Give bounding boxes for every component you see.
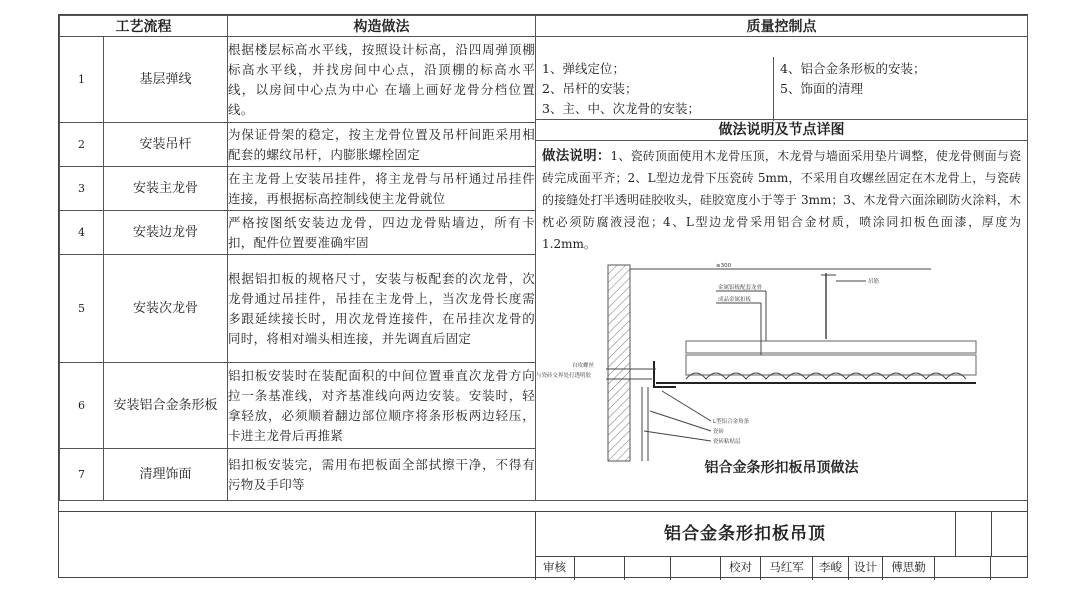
step-name: 安装次龙骨 [104,255,228,363]
blank-cell [671,556,721,580]
signature-row [535,556,1027,580]
row-number: 3 [60,167,104,211]
method-text: 严格按图纸安装边龙骨，四边龙骨贴墙边，所有卡扣，配件位置要准确牢固 [228,211,536,255]
header-method: 构造做法 [228,16,536,37]
quality-item: 3、主、中、次龙骨的安装； [542,100,700,116]
method-text: 为保证骨架的稳定，按主龙骨位置及吊杆间距采用相配套的螺纹吊杆，内膨胀螺栓固定 [228,123,536,167]
label-hanger: 吊筋 [868,278,880,285]
label-screw: 自攻螺丝 [572,362,595,369]
description-label: 做法说明： [542,147,611,164]
blank-cell [935,556,991,580]
quality-item: 5、饰面的清理 [780,80,863,96]
construction-sheet [58,14,1028,578]
description-text: 1、瓷砖顶面使用木龙骨压顶，木龙骨与墙面采用垫片调整，使龙骨侧面与瓷砖完成面平齐；2、L型边龙骨下压瓷砖 5mm，不采用自攻螺丝固定在木龙骨上，与瓷砖的接缝处打半透明硅胶收头，硅胶宽度小于等于 3mm；3、木龙骨六面涂刷防火涂料，木枕必须防腐液浸泡；4、L型边龙骨采用铝合金材质，喷涂同扣板色面漆，厚度为 1.2mm。 [542,148,1022,251]
row-number: 1 [60,37,104,123]
header-process: 工艺流程 [60,16,228,37]
label-edge: L型铝合金角条 [713,418,750,425]
right-panel [536,37,1028,501]
step-name: 安装铝合金条形板 [104,363,228,449]
check-label: 校对 [721,556,761,580]
step-name: 清理饰面 [104,449,228,501]
row-number: 7 [60,449,104,501]
label-panel: 成品金属扣板 [718,296,752,303]
label-tile: 瓷砖 [713,428,725,435]
checker-name: 马红军 [761,556,813,580]
review-label: 审核 [535,556,575,580]
method-text: 在主龙骨上安装吊挂件，将主龙骨与吊杆通过吊挂件连接，再根据标高控制线使主龙骨就位 [228,167,536,211]
review-value [575,556,625,580]
method-text: 铝扣板安装时在装配面积的中间位置垂直次龙骨方向拉一条基准线，对齐基准线向两边安装。安装时，轻拿轻放，必须顺着翻边部位顺序将条形板两边轻压，卡进主龙骨后再推紧 [228,363,536,449]
row-number: 5 [60,255,104,363]
step-name: 安装主龙骨 [104,167,228,211]
blank-cell [955,512,992,557]
process-table [59,15,1028,501]
dim-label: ≥300 [716,262,732,269]
quality-item: 2、吊杆的安装； [542,80,638,96]
header-quality: 质量控制点 [536,16,1028,37]
method-text: 铝扣板安装完，需用布把板面全部拭擦干净，不得有污物及手印等 [228,449,536,501]
method-text: 根据楼层标高水平线，按照设计标高，沿四周弹顶棚标高水平线，并找房间中心点，沿顶棚的标高水平线，以房间中心点为中心 在墙上画好龙骨分档位置线。 [228,37,536,123]
blank-cell [625,556,671,580]
quality-item: 1、弹线定位； [542,60,625,76]
checker2-name: 李峻 [813,556,849,580]
label-keel: 金属铝板配套龙骨 [718,284,763,291]
design-label: 设计 [849,556,883,580]
ceiling-section-drawing [536,261,1026,481]
designer-name: 傅思勤 [883,556,935,580]
quality-left [536,57,774,121]
label-joint: 与瓷砖交界处打透明胶 [536,372,592,379]
method-text: 根据铝扣板的规格尺寸，安装与板配套的次龙骨，次龙骨通过吊挂件，吊挂在主龙骨上，当次龙骨长度需多跟延续接长时，用次龙骨连接件，在吊挂次龙骨的同时，将相对端头相连接，并先调直后固定 [228,255,536,363]
label-adhesive: 瓷砖粘贴层 [713,438,741,445]
step-name: 安装吊杆 [104,123,228,167]
step-name: 安装边龙骨 [104,211,228,255]
blank-area [59,512,536,580]
blank-cell [991,556,1027,580]
row-number: 6 [60,363,104,449]
row-number: 2 [60,123,104,167]
drawing-title: 铝合金条形扣板吊顶 [535,512,956,557]
detail-title: 做法说明及节点详图 [536,120,1027,141]
section-detail-figure [536,261,1027,481]
row-number: 4 [60,211,104,255]
blank-cell [991,512,1027,557]
description [536,141,1027,255]
quality-right [774,57,1027,121]
quality-points [536,57,1027,120]
title-block [59,511,1027,580]
quality-item: 4、铝合金条形板的安装； [780,60,926,76]
figure-caption: 铝合金条形扣板吊顶做法 [704,459,859,476]
step-name: 基层弹线 [104,37,228,123]
